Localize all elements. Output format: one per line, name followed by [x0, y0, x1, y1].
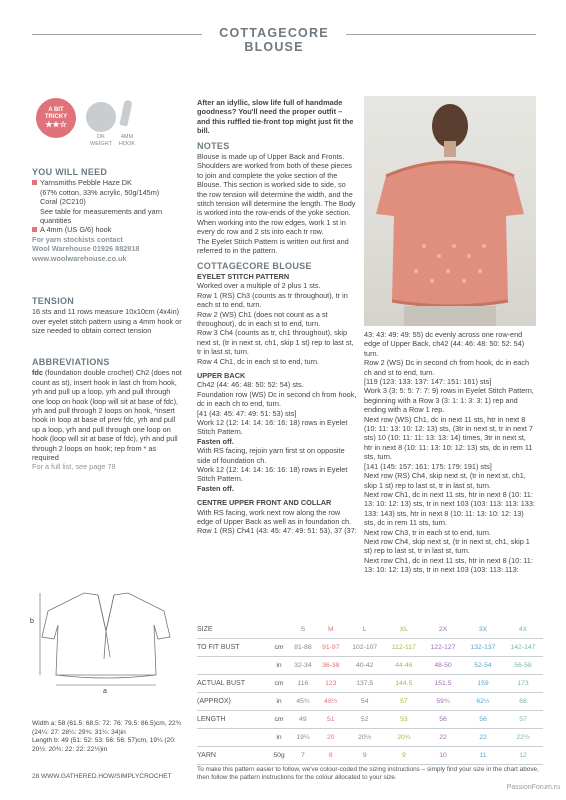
- dimension-width: Width a: 58 (61.5: 68.5: 72: 76: 79.5: 86.5)cm, 22¾ (24¼: 27: 28¼: 29¾: 31¼: 34)in: [32, 720, 182, 736]
- materials-yarn-detail: (67% cotton, 33% acrylic, 50g/145m): [40, 187, 160, 197]
- table-row: TO FIT BUST cm 81-86 91-97 102-107 112-117 122-127 132-137 142-147: [197, 639, 543, 657]
- eyelet-row2: Row 2 (WS) Ch1 (does not count as a st throughout), dc in each st to end, turn.: [197, 309, 328, 328]
- stockists-url[interactable]: www.woolwarehouse.co.uk: [32, 253, 127, 263]
- materials-see-table: See table for measurements and yarn quantities: [40, 206, 163, 226]
- yarn-ball-icon: [86, 102, 116, 132]
- pattern-text-r4: Work 3 (3: 5: 5: 7: 7: 9) rows in Eyelet Stitch Pattern, beginning with a Row 3 (3: 1: 1: 3: 3: 1) rep and ending with a Row 1 rep.: [364, 386, 534, 415]
- notes-text: Blouse is made up of Upper Back and Fronts. Shoulders are worked from both of these pieces to join and complete the yoke section of the Blouse. This section is worked side to side, so the row tension will determine the width, and the stitch tension will determine the length. The Body is worked into the row-ends of the yoke section. When working into the row edges, work 1 st in every dc row and 2 sts into each tr row.: [197, 152, 356, 237]
- pattern-text-r2: Row 2 (WS) Dc in second ch from hook, dc in each ch and st to end, turn.: [364, 358, 530, 377]
- upper-back-8: Fasten off.: [197, 483, 234, 493]
- materials-hook: A 4mm (US G/6) hook: [32, 225, 184, 234]
- table-row: in 32-34 36-38 40-42 44-46 48-50 52-54 56-58: [197, 657, 543, 675]
- badge-line2: TRICKY: [44, 114, 68, 120]
- header-rule-left: [32, 34, 202, 35]
- diagram-label-b: b: [30, 618, 34, 625]
- upper-back-1: Ch42 (44: 46: 48: 50: 52: 54) sts.: [197, 380, 304, 390]
- tension-text: 16 sts and 11 rows measure 10x10cm (4x4in) over eyelet stitch pattern using a 4mm hook or size needed to obtain correct tension: [32, 307, 182, 336]
- upper-back-3: [41 (43: 45: 47: 49: 51: 53) sts]: [197, 408, 297, 418]
- pattern-text-r10: Next row Ch4, skip next st, (tr in next st, ch1, skip 1 st) rep to last st, tr in last st, turn.: [364, 536, 530, 556]
- table-row: YARN 50g 7 8 9 9 10 11 12: [197, 747, 543, 765]
- table-row: LENGTH cm 49 51 52 53 56 56 57: [197, 711, 543, 729]
- eyelet-pattern-heading: EYELET STITCH PATTERN: [197, 271, 290, 281]
- stockists-phone: Wool Warehouse 01926 882818: [32, 244, 140, 254]
- front-collar-heading: CENTRE UPPER FRONT AND COLLAR: [197, 498, 332, 508]
- model-illustration: [364, 96, 536, 326]
- size-header-3x: 3X: [463, 621, 503, 639]
- difficulty-badge: [36, 98, 76, 138]
- stockists-heading: For yarn stockists contact: [32, 234, 123, 244]
- upper-back-4: Work 12 (12: 14: 14: 16: 16: 18) rows in Eyelet Stitch Pattern.: [197, 418, 348, 437]
- upper-back-6: With RS facing, rejoin yarn first st on opposite side of foundation ch.: [197, 446, 345, 465]
- size-table: [197, 621, 543, 765]
- upper-back-2: Foundation row (WS) Dc in second ch from hook, dc in each ch to end, turn.: [197, 389, 357, 409]
- pattern-right-column: [364, 330, 536, 575]
- abbreviation-fdc: fdc (foundation double crochet) Ch2 (does not count as st), insert hook in last ch from hook, yrh and pull up a loop, yrh and pull through one loop on hook (loop will sit at base of fdc), yrh and pull through 2 loops on hook, *insert hook in loop at base of prev fdc, yrh and pull up a loop, yrh and pull through one loop on hook (loop will sit at base of fdc), yrh and pull through 2 loops on hook; rep from * as required: [32, 368, 182, 463]
- materials-colour: Coral (2C210): [40, 197, 86, 207]
- garment-schematic: [34, 573, 184, 698]
- yarn-weight-label: DK WEIGHT: [90, 134, 112, 147]
- pattern-text-r5: Next row (WS) Ch1, dc in next 11 sts, htr in next 8 (10: 11: 13: 10: 12: 13) sts, (3tr in next st, tr in next 7 sts) 10 (10: 11: 11: 13: 13: 14) times, 3tr in next st, htr in next 8 (10: 11: 13: 10: 12: 13) sts, dc in rem 11 sts, turn.: [364, 414, 533, 462]
- pattern-text-r3: [119 (123: 133: 137: 147: 151: 161) sts]: [364, 377, 492, 387]
- pattern-heading: COTTAGECORE BLOUSE: [197, 260, 312, 271]
- pattern-text-r11: Next row Ch1, dc in next 11 sts, htr in next 8 (10: 11: 13: 10: 12: 13) sts, tr in next 103 (103: 113: 113:: [364, 555, 533, 575]
- materials-section: [32, 168, 184, 263]
- dimension-length: Length b: 49 (51: 52: 53: 56: 56: 57)cm, 19¼ (20: 20½: 20¾: 22: 22: 22½)in: [32, 737, 176, 753]
- pattern-text-r6: [141 (145: 157: 161: 175: 179: 191) sts]: [364, 461, 492, 471]
- front-collar-2: Row 1 (RS) Ch41 (43: 45: 47: 49: 51: 53), 37 (37:: [197, 526, 357, 536]
- notes-heading: NOTES: [197, 140, 230, 151]
- notes-text-2: The Eyelet Stitch Pattern is written out first and referred to in the pattern.: [197, 236, 349, 256]
- size-header-s: S: [289, 621, 317, 639]
- eyelet-row3: Row 3 Ch4 (counts as tr, ch1 throughout), skip next st, (tr in next st, ch1, skip 1 st) rep to last st, tr in last st, turn.: [197, 328, 354, 357]
- eyelet-row4: Row 4 Ch1, dc in each st to end, turn.: [197, 356, 320, 366]
- diagram-label-a: a: [103, 688, 107, 695]
- upper-back-7: Work 12 (12: 14: 14: 16: 16: 18) rows in Eyelet Stitch Pattern.: [197, 465, 348, 484]
- tension-section: [32, 297, 184, 336]
- abbreviations-heading: ABBREVIATIONS: [32, 357, 110, 367]
- pattern-text-r7: Next row (RS) Ch4, skip next st, (tr in next st, ch1, skip 1 st) rep to last st, tr in last st, turn.: [364, 471, 526, 490]
- header-rule-right: [346, 34, 536, 35]
- pattern-text-r8: Next row Ch1, dc in next 11 sts, htr in next 8 (10: 11: 13: 10: 12: 13) sts, tr in next 103 (103: 113: 113: 133: 133: 143) sts, htr in next 8 (10: 11: 13: 10: 12: 13) sts, dc in rem 11 sts, turn.: [364, 489, 535, 528]
- materials-heading: YOU WILL NEED: [32, 167, 108, 177]
- pattern-text-r1: 43: 43: 49: 49: 55) dc evenly across one row-end edge of Upper Back, ch42 (44: 46: 48: 50: 52: 54) turn.: [364, 330, 525, 358]
- hook-icon: [119, 99, 132, 126]
- abbreviations-section: [32, 358, 184, 472]
- upper-back-heading: UPPER BACK: [197, 370, 246, 380]
- page-title: COTTAGECORE BLOUSE: [219, 26, 329, 54]
- size-header-l: L: [345, 621, 385, 639]
- badge-stars: ★★☆: [45, 120, 67, 129]
- table-row: in 19¼ 20 20½ 20¾ 22 22 22½: [197, 729, 543, 747]
- size-table-header: [197, 621, 543, 639]
- materials-yarn: Yarnsmiths Pebble Haze DK: [32, 178, 184, 187]
- watermark: PassionForum.ru: [506, 784, 560, 791]
- size-header-xl: XL: [385, 621, 423, 639]
- blouse-photo: [364, 96, 536, 326]
- upper-back-5: Fasten off.: [197, 436, 234, 446]
- pattern-text-r9: Next row Ch3, tr in each st to end, turn.: [364, 527, 491, 537]
- eyelet-row1: Row 1 (RS) Ch3 (counts as tr throughout), tr in each st to end, turn.: [197, 290, 348, 310]
- size-header-label: SIZE: [197, 621, 269, 639]
- tension-heading: TENSION: [32, 296, 75, 306]
- badge-line1: A BIT: [48, 107, 64, 113]
- page-footer: 28 WWW.GATHERED.HOW/SIMPLYCROCHET: [32, 773, 172, 780]
- table-row: ACTUAL BUST cm 116 123 137.5 144.5 151.5 159 173: [197, 675, 543, 693]
- hook-size-label: 4MM HOOK: [118, 134, 136, 147]
- pattern-middle-column: [197, 98, 357, 536]
- eyelet-intro: Worked over a multiple of 2 plus 1 sts.: [197, 281, 321, 291]
- intro-text: After an idyllic, slow life full of handmade goodness? You'll need the proper outfit – and this ruffled tie-front top might just fit the bill.: [197, 98, 354, 136]
- size-header-unit: [269, 621, 289, 639]
- size-header-4x: 4X: [503, 621, 543, 639]
- dimensions: [32, 720, 184, 754]
- size-footnote: To make this pattern easier to follow, we've colour-coded the sizing instructions – simply find your size in the chart above, then follow the pattern instructions for the colour allocated to your size.: [197, 766, 539, 781]
- size-header-2x: 2X: [423, 621, 463, 639]
- table-row: (APPROX) in 45¾ 48½ 54 57 59¾ 62½ 68: [197, 693, 543, 711]
- abbreviations-more-link[interactable]: For a full list, see page 78: [32, 462, 116, 472]
- front-collar-1: With RS facing, work next row along the row edge of Upper Back as well as in foundation ch.: [197, 507, 352, 527]
- size-header-m: M: [317, 621, 345, 639]
